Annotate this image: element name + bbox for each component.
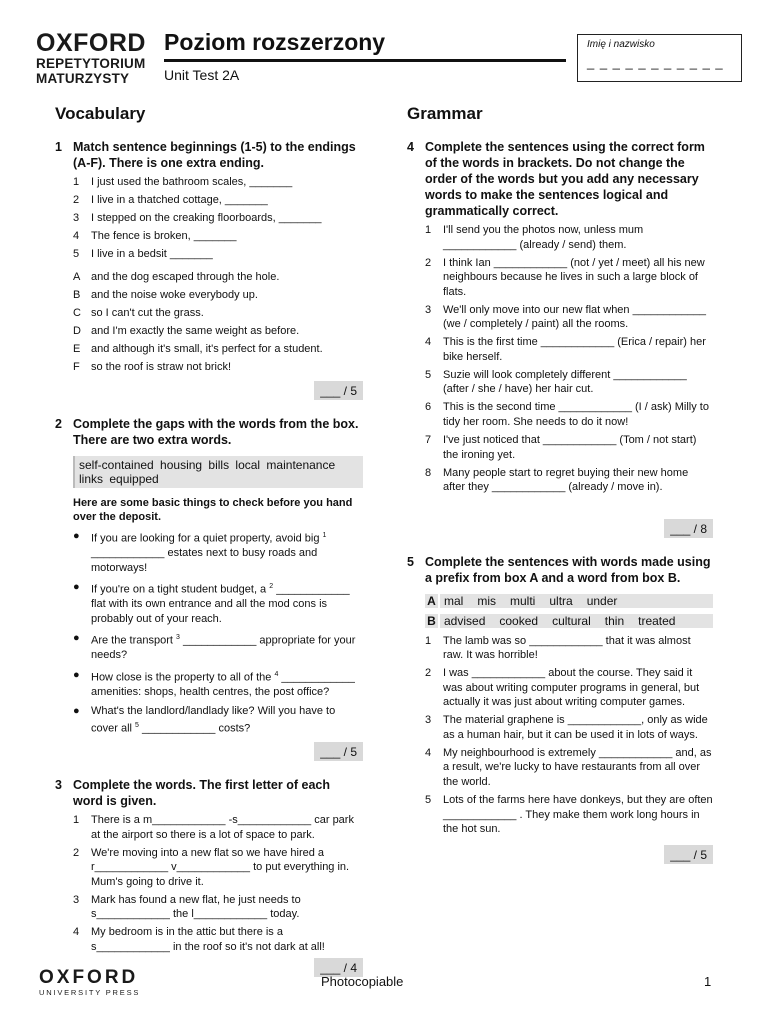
bullet-text: Are the transport xyxy=(91,634,176,647)
instruction-text: Complete the gaps with the words from the box. There are two extra words. xyxy=(73,416,359,447)
item-text: I just used the bathroom scales, _______ xyxy=(91,176,293,188)
score-box[interactable]: ___ / 5 xyxy=(314,742,363,761)
item-text: Many people start to regret buying their new home after they ____________ (already / move in). xyxy=(443,466,689,494)
list-item[interactable] xyxy=(55,813,363,842)
item-text: This is the first time ____________ (Erica / repair) her bike herself. xyxy=(443,336,706,363)
list-item[interactable] xyxy=(55,925,363,954)
item-text: The fence is broken, _______ xyxy=(91,230,237,243)
exercise-1-endings xyxy=(55,270,363,375)
gap-number: 4 xyxy=(274,670,279,678)
bullet-text: What's the landlord/landlady like? Will you have to cover all xyxy=(91,705,336,735)
grammar-heading: Grammar xyxy=(407,104,483,123)
list-item[interactable] xyxy=(55,846,363,890)
instruction-text: Match sentence beginnings (1-5) to the endings (A-F). There is one extra ending. xyxy=(73,140,356,170)
box-word: thin xyxy=(604,613,625,628)
exercise-5-score xyxy=(407,845,713,864)
list-item xyxy=(55,306,363,321)
list-item[interactable] xyxy=(55,175,363,190)
bullet-icon: ● xyxy=(73,581,80,593)
list-item[interactable] xyxy=(407,223,713,252)
item-letter: C xyxy=(73,307,81,320)
item-text: I think Ian ____________ (not / yet / meet) all his new neighbours because he lives in such a large block of flats. xyxy=(443,256,705,298)
item-text: This is the second time ____________ (I / ask) Milly to tidy her room. She needs to do it now! xyxy=(443,401,709,428)
item-letter: D xyxy=(73,325,81,338)
prefix-word-boxes xyxy=(425,594,713,628)
list-item[interactable] xyxy=(407,433,713,462)
list-item[interactable] xyxy=(73,631,363,663)
item-text: My bedroom is in the attic but there is a s____________ in the roof so it's not dark at all! xyxy=(91,926,325,953)
student-name-box[interactable] xyxy=(577,34,742,82)
bullet-text: How close is the property to all of the xyxy=(91,671,275,684)
item-text: and I'm exactly the same weight as before. xyxy=(91,325,300,338)
item-number: 2 xyxy=(73,846,80,859)
item-number: 5 xyxy=(425,794,432,807)
item-number: 4 xyxy=(73,230,80,243)
score-box[interactable]: ___ / 8 xyxy=(664,519,713,538)
exercise-5-items xyxy=(407,634,713,837)
exercise-2-instruction xyxy=(55,416,363,448)
exercise-number: 1 xyxy=(55,140,62,154)
name-blank-line: _ _ _ _ _ _ _ _ _ _ _ xyxy=(587,55,724,70)
box-word: cultural xyxy=(552,613,591,628)
gap-number: 3 xyxy=(176,634,180,642)
bullet-icon: ● xyxy=(73,529,80,542)
exercise-4 xyxy=(407,139,713,538)
item-number: 3 xyxy=(73,893,80,906)
bullet-list xyxy=(55,529,363,736)
item-number: 7 xyxy=(425,434,432,447)
exercise-number: 2 xyxy=(55,416,62,431)
item-text: I'll send you the photos now, unless mum ____________ (already / send) them. xyxy=(443,224,644,251)
item-text: and although it's small, it's perfect for a student. xyxy=(91,343,323,356)
item-number: 1 xyxy=(425,224,432,236)
list-item xyxy=(55,342,363,357)
item-number: 2 xyxy=(425,256,432,269)
footer-logo-line2: UNIVERSITY PRESS xyxy=(39,988,141,997)
exercise-3-items xyxy=(55,813,363,954)
item-text: I live in a thatched cottage, _______ xyxy=(91,194,268,207)
item-number: 8 xyxy=(425,466,432,479)
exercise-1-beginnings xyxy=(55,175,363,262)
item-text: Mark has found a new flat, he just needs to s____________ the l____________ today. xyxy=(91,893,301,921)
text-intro: Here are some basic things to check before you hand over the deposit. xyxy=(73,496,353,523)
box-word: multi xyxy=(510,593,536,608)
exercise-1 xyxy=(55,139,363,400)
item-text: Lots of the farms here have donkeys, but they are often ____________ . They make them work long hours in the hot sun. xyxy=(443,794,713,836)
list-item[interactable] xyxy=(73,668,363,700)
item-number: 4 xyxy=(425,336,432,349)
exercise-3 xyxy=(55,777,363,977)
instruction-text: Complete the sentences with words made using a prefix from box A and a word from box B. xyxy=(425,554,711,585)
item-text: so I can't cut the grass. xyxy=(91,307,204,320)
exercise-4-instruction xyxy=(407,139,713,219)
list-item[interactable] xyxy=(407,713,713,742)
list-item[interactable] xyxy=(407,368,713,397)
photocopiable-label: Photocopiable xyxy=(321,974,404,989)
list-item[interactable] xyxy=(73,704,363,736)
box-a xyxy=(425,594,713,608)
exercise-1-score xyxy=(55,381,363,400)
list-item xyxy=(55,324,363,339)
name-label: Imię i nazwisko xyxy=(587,39,655,50)
box-a-words xyxy=(440,594,631,608)
list-item[interactable] xyxy=(407,335,713,364)
box-a-label: A xyxy=(425,594,440,608)
title-divider xyxy=(164,59,566,62)
list-item[interactable] xyxy=(73,580,363,626)
item-letter: B xyxy=(73,288,81,301)
box-word: mal xyxy=(444,593,464,608)
item-text: The lamb was so ____________ that it was almost raw. It was horrible! xyxy=(443,634,691,662)
grammar-column xyxy=(407,104,713,864)
item-text: The material graphene is ____________, only as wide as a human hair, but it can be used it in lots of ways. xyxy=(443,714,708,741)
item-number: 5 xyxy=(73,248,80,261)
list-item[interactable] xyxy=(407,666,713,710)
exercise-4-score xyxy=(407,519,713,538)
list-item[interactable] xyxy=(407,746,713,790)
item-text: Suzie will look completely different ____________ (after / she / have) her hair cut. xyxy=(443,368,687,396)
item-letter: F xyxy=(73,361,80,374)
exercise-5-instruction xyxy=(407,554,713,586)
bullet-text: If you're on a tight student budget, a xyxy=(91,583,270,596)
word-box: self-contained housing bills local maintenance links equipped xyxy=(73,456,363,488)
item-text: and the dog escaped through the hole. xyxy=(91,270,280,283)
box-word: under xyxy=(586,593,618,608)
exercise-number: 3 xyxy=(55,778,62,793)
bullet-text: If you are looking for a quiet property, avoid big xyxy=(91,532,323,545)
list-item[interactable] xyxy=(55,211,363,226)
exercise-2 xyxy=(55,416,363,761)
list-item[interactable] xyxy=(407,256,713,300)
item-text: I live in a bedsit _______ xyxy=(91,248,213,261)
list-item[interactable] xyxy=(407,303,713,332)
item-text: and the noise woke everybody up. xyxy=(91,288,258,301)
exercise-2-score xyxy=(55,742,363,761)
list-item[interactable] xyxy=(407,400,713,429)
item-number: 5 xyxy=(425,368,432,381)
item-text: We're moving into a new flat so we have hired a r____________ v____________ to put everything in. Mum's going to drive it. xyxy=(91,846,350,888)
score-box[interactable]: ___ / 5 xyxy=(664,845,713,864)
item-letter: A xyxy=(73,270,81,283)
list-item[interactable] xyxy=(407,793,713,837)
logo-line-oxford: OXFORD xyxy=(36,29,146,57)
item-number: 4 xyxy=(73,926,80,939)
item-text: I stepped on the creaking floorboards, _______ xyxy=(91,212,322,225)
list-item[interactable] xyxy=(55,893,363,922)
item-number: 3 xyxy=(73,212,80,225)
item-text: My neighbourhood is extremely ____________ and, as a result, we're lucky to have restaurants from all over the world. xyxy=(443,746,712,788)
bullet-text: ____________ costs? xyxy=(138,722,251,735)
box-word: advised xyxy=(444,613,486,628)
item-number: 2 xyxy=(73,194,80,207)
logo-line-repetytorium: REPETYTORIUM xyxy=(36,56,146,71)
box-word: ultra xyxy=(549,593,573,608)
vocabulary-heading: Vocabulary xyxy=(55,104,146,123)
box-word: treated xyxy=(638,613,676,628)
item-number: 2 xyxy=(425,667,432,680)
exercise-number: 4 xyxy=(407,140,414,154)
item-number: 1 xyxy=(425,634,432,647)
box-word: cooked xyxy=(499,613,539,628)
item-number: 1 xyxy=(73,814,80,827)
item-text: There is a m____________ -s____________ car park at the airport so there is a lot of space to park. xyxy=(91,814,354,841)
footer-logo-line1: OXFORD xyxy=(39,967,139,988)
list-item[interactable] xyxy=(55,229,363,244)
exercise-1-instruction xyxy=(55,139,363,171)
bullet-text: ____________ flat with its own entrance and all the mod cons is probably out of your reach. xyxy=(91,583,350,625)
list-item[interactable] xyxy=(55,193,363,208)
instruction-text: Complete the sentences using the correct form of the words in brackets. Do not change the order of the words but you add any necessary words to make the sentences logical and grammatically correct. xyxy=(425,140,705,218)
bullet-text: ____________ appropriate for your needs? xyxy=(91,634,356,662)
oxford-repetytorium-logo xyxy=(36,31,146,85)
page-number: 1 xyxy=(704,974,712,989)
bullet-text: ____________ estates next to busy roads and motorways! xyxy=(91,547,318,574)
list-item[interactable] xyxy=(55,247,363,262)
box-b xyxy=(425,614,713,628)
gap-number: 2 xyxy=(269,583,274,590)
exercise-4-items xyxy=(407,223,713,495)
item-text: We'll only move into our new flat when ____________ (we / completely / paint) all the rooms. xyxy=(443,303,707,331)
bullet-icon: ● xyxy=(73,632,80,645)
page-subtitle: Unit Test 2A xyxy=(164,67,240,83)
oxford-university-press-logo xyxy=(39,968,140,997)
item-number: 4 xyxy=(425,746,432,759)
bullet-icon: ● xyxy=(73,705,80,718)
exercise-5 xyxy=(407,554,713,864)
score-box[interactable]: ___ / 5 xyxy=(314,381,363,400)
logo-line-maturzysty: MATURZYSTY xyxy=(36,70,130,86)
page-title: Poziom rozszerzony xyxy=(164,29,386,55)
item-text: I was ____________ about the course. They said it was about writing computer programs in general, but actually it was just about writing computer games. xyxy=(443,667,700,709)
bullet-text: ____________ amenities: shops, health centres, the post office? xyxy=(91,671,355,698)
item-number: 3 xyxy=(425,714,432,727)
item-number: 6 xyxy=(425,401,432,414)
exercise-3-instruction xyxy=(55,777,363,809)
item-text: so the roof is straw not brick! xyxy=(91,361,231,374)
score-box[interactable]: ___ / 4 xyxy=(314,958,363,977)
gap-number: 1 xyxy=(322,531,327,539)
box-word: mis xyxy=(477,593,497,608)
instruction-text: Complete the words. The first letter of each word is given. xyxy=(73,778,330,809)
list-item xyxy=(55,288,363,303)
item-text: I've just noticed that ____________ (Tom / not start) the ironing yet. xyxy=(443,434,697,461)
gap-number: 5 xyxy=(135,721,139,729)
item-letter: E xyxy=(73,343,81,356)
list-item[interactable] xyxy=(73,529,363,575)
list-item xyxy=(55,270,363,285)
vocabulary-column xyxy=(55,104,363,977)
item-number: 3 xyxy=(425,303,432,316)
box-b-words xyxy=(440,614,689,628)
bullet-icon: ● xyxy=(73,668,80,681)
item-number: 1 xyxy=(73,176,80,188)
exercise-number: 5 xyxy=(407,554,414,569)
list-item xyxy=(55,360,363,375)
list-item[interactable] xyxy=(407,634,713,663)
box-b-label: B xyxy=(425,614,440,628)
list-item[interactable] xyxy=(407,466,713,495)
